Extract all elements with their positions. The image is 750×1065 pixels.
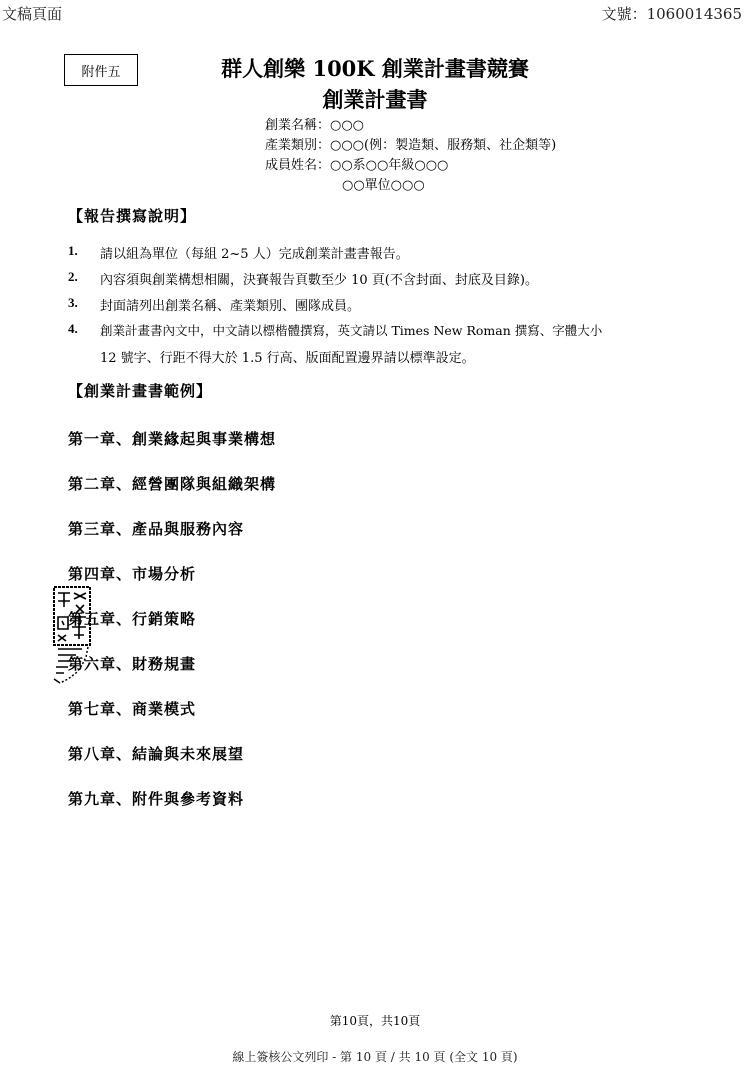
document-number: 文號：1060014365 [601, 5, 742, 23]
example-heading: 【創業計畫書範例】 [68, 382, 213, 400]
chapter-item: 第六章、財務規畫 [68, 655, 197, 673]
print-info: 線上簽核公文列印 - 第 10 頁 / 共 10 頁 (全文 10 頁) [232, 1050, 518, 1064]
instruction-number: 1. [68, 243, 78, 258]
chapter-item: 第三章、產品與服務內容 [68, 520, 245, 538]
instruction-text: 請以組為單位（每組 2~5 人）完成創業計畫書報告。 [100, 247, 409, 262]
header-left-label: 文稿頁面 [2, 5, 63, 23]
info-members: 成員姓名：○○系○○年級○○○ [265, 158, 449, 173]
chapter-item: 第二章、經營團隊與組織架構 [68, 475, 277, 493]
instruction-number: 4. [68, 321, 78, 336]
instruction-text: 創業計畫書內文中，中文請以標楷體撰寫，英文請以 Times New Roman 撰寫、字體大小 [100, 323, 603, 338]
chapter-item: 第五章、行銷策略 [68, 610, 197, 628]
attachment-label: 附件五 [81, 64, 121, 80]
instructions-heading: 【報告撰寫說明】 [68, 207, 197, 225]
instruction-number: 2. [68, 269, 78, 284]
page-subtitle: 創業計畫書 [322, 87, 428, 112]
info-members-unit: ○○單位○○○ [342, 178, 425, 193]
info-industry: 產業類別：○○○(例：製造類、服務類、社企類等) [265, 138, 557, 153]
seal-stamp-icon [52, 585, 92, 685]
chapter-item: 第四章、市場分析 [68, 565, 197, 583]
instruction-text: 封面請列出創業名稱、產業類別、團隊成員。 [100, 299, 361, 314]
page-title: 群人創樂 100K 創業計畫書競賽 [221, 56, 529, 81]
page-number: 第10頁，共10頁 [329, 1014, 421, 1028]
info-business-name: 創業名稱：○○○ [265, 118, 365, 133]
instruction-text-continued: 12 號字、行距不得大於 1.5 行高、版面配置邊界請以標準設定。 [100, 351, 475, 366]
chapter-item: 第七章、商業模式 [68, 700, 197, 718]
chapter-item: 第九章、附件與參考資料 [68, 790, 245, 808]
instruction-number: 3. [68, 295, 78, 310]
chapter-item: 第八章、結論與未來展望 [68, 745, 245, 763]
chapter-item: 第一章、創業緣起與事業構想 [68, 430, 277, 448]
instruction-text: 內容須與創業構想相關，決賽報告頁數至少 10 頁(不含封面、封底及目錄)。 [100, 273, 538, 288]
